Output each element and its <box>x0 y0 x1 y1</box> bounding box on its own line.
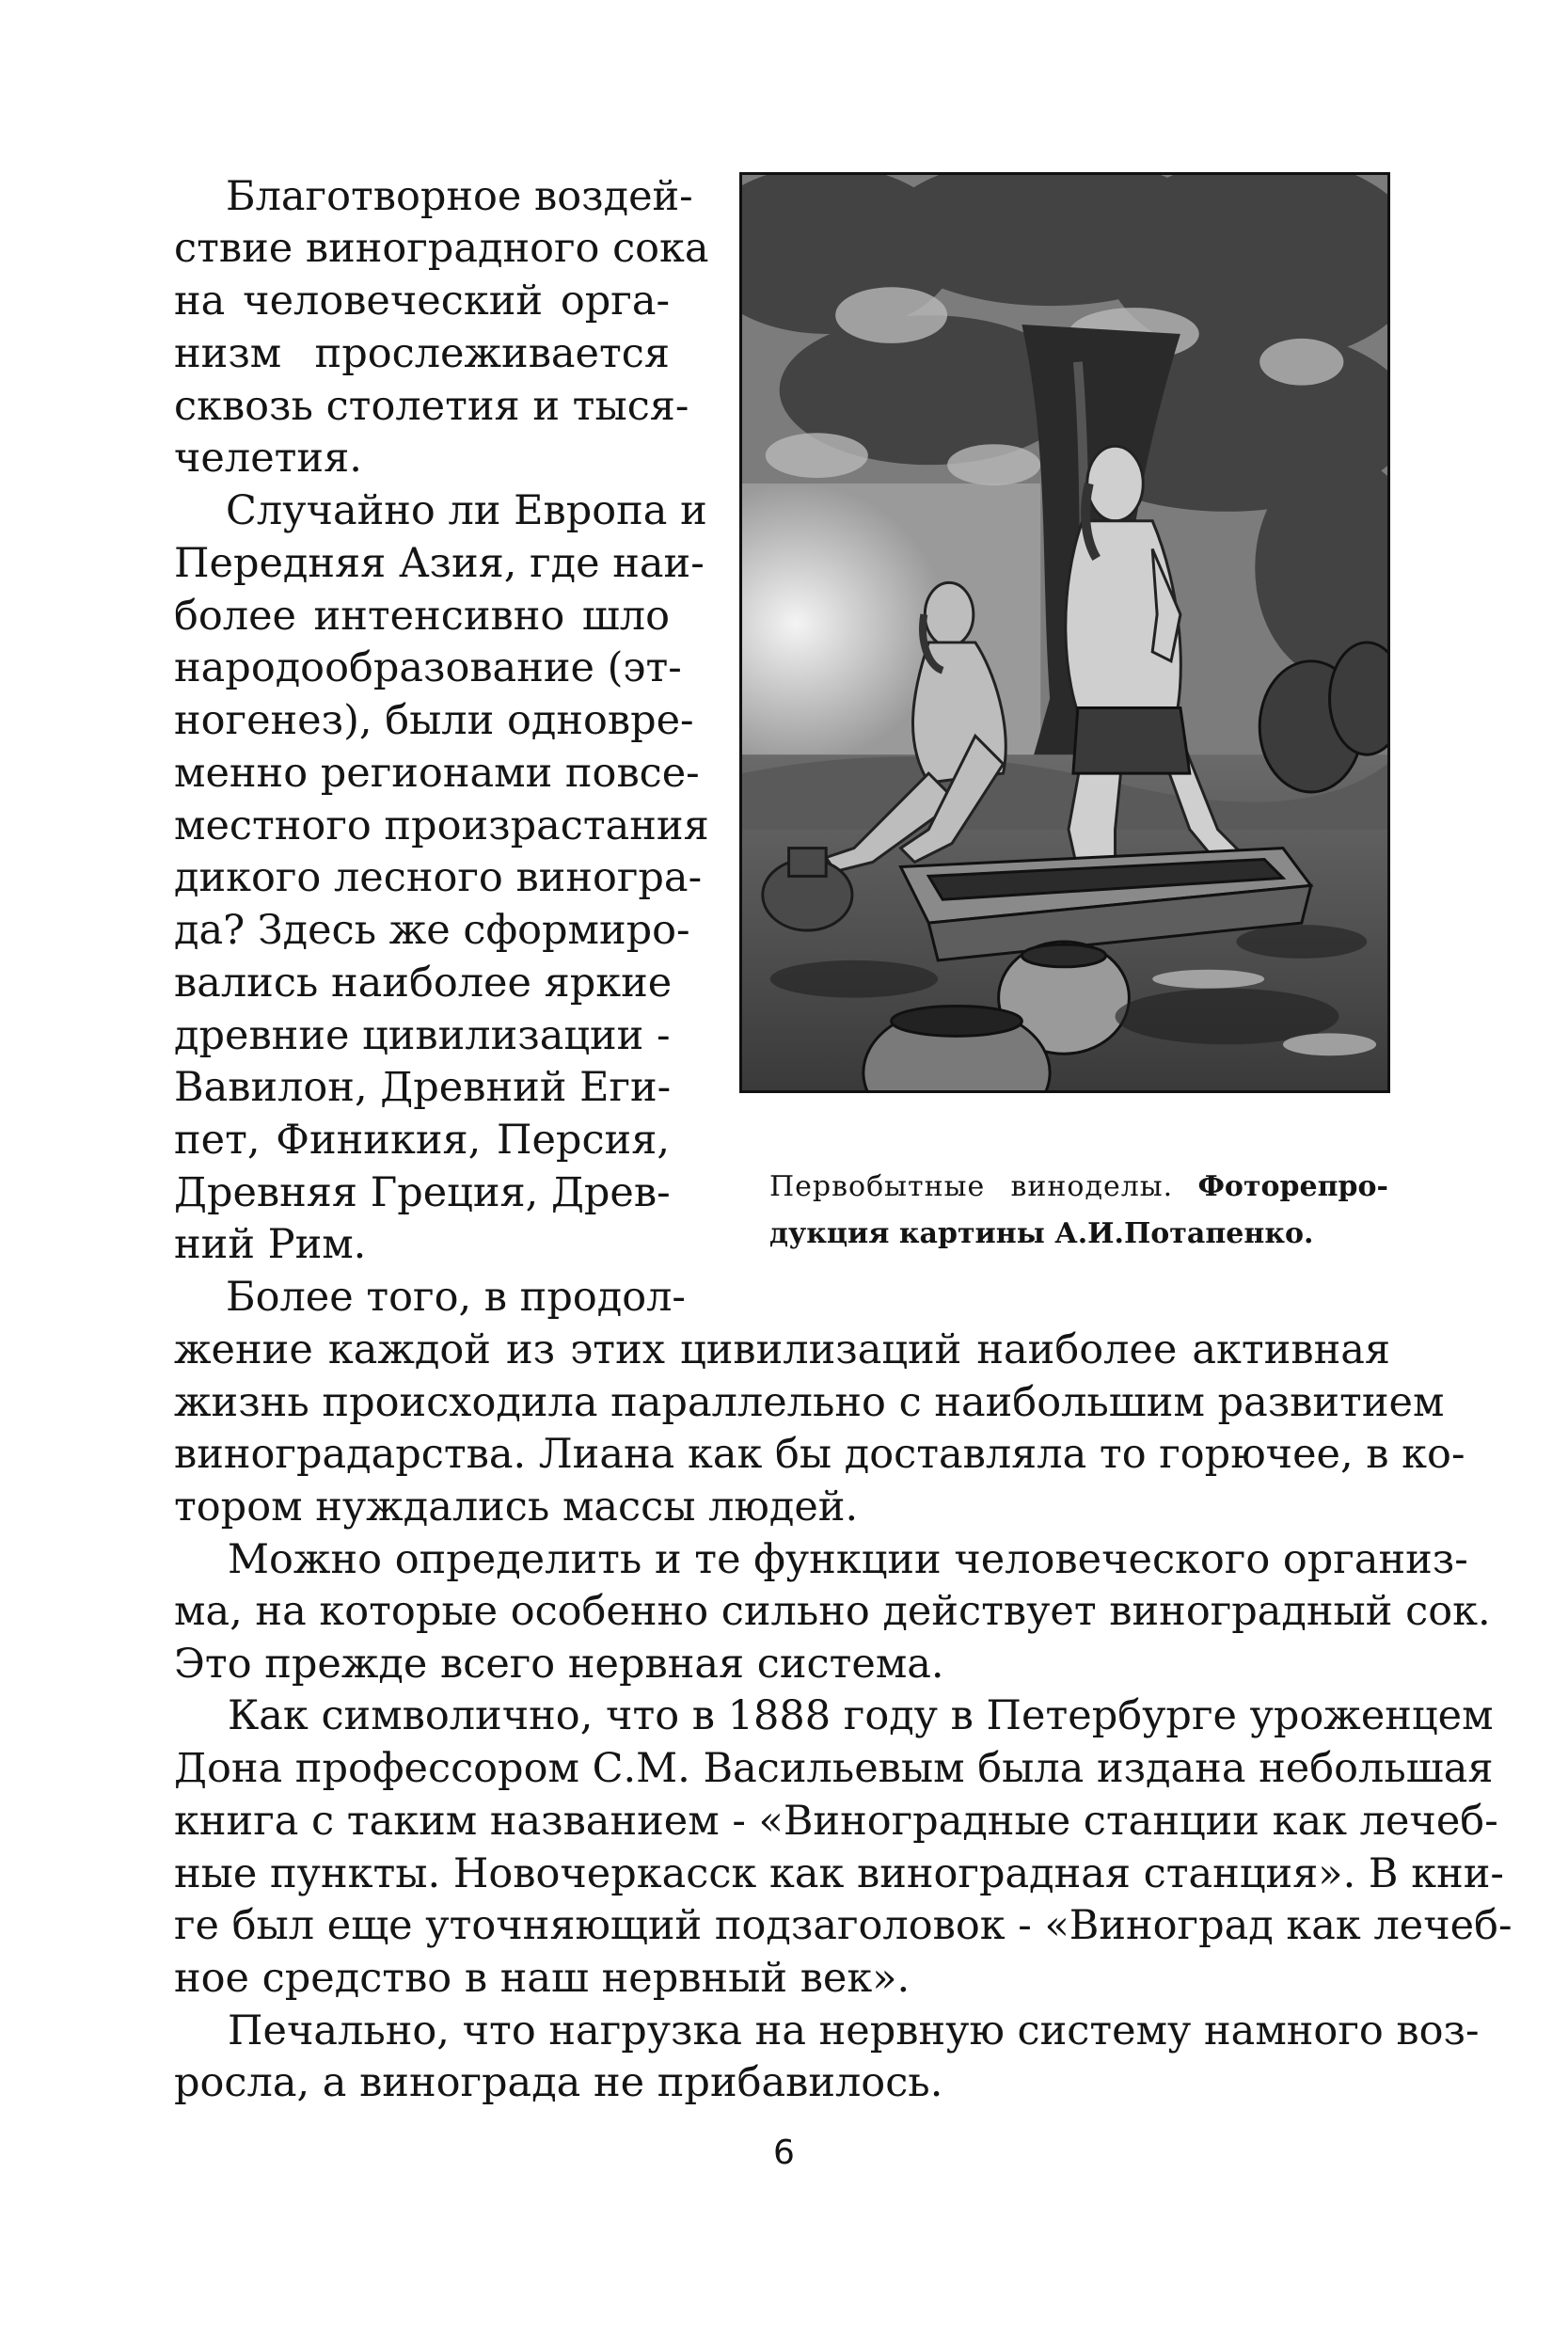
figure-caption-line <box>769 1170 1388 1203</box>
body-line: ные пункты. Новочеркасск как виноградная станция». В кни- <box>174 1850 1504 1897</box>
column-line: да? Здесь же сформиро- <box>174 907 690 954</box>
caption-title: Первобытные виноделы. <box>769 1170 1174 1203</box>
column-line: Древняя Греция, Древ- <box>174 1169 671 1216</box>
body-line: Как символично, что в 1888 году в Петербурге уроженцем <box>228 1692 1494 1739</box>
body-line: жизнь происходила параллельно с наибольшим развитием <box>174 1379 1445 1426</box>
column-line: местного произрастания <box>174 802 709 849</box>
body-line: ма, на которые особенно сильно действует виноградный сок. <box>174 1588 1491 1635</box>
column-line: более интенсивно шло <box>174 593 670 640</box>
body-line: ге был еще уточняющий подзаголовок - «Виноград как лечеб- <box>174 1902 1513 1949</box>
column-line: челетия. <box>174 435 362 482</box>
body-line: Можно определить и те функции человеческого организ- <box>228 1536 1468 1583</box>
body-line: Это прежде всего нервная система. <box>174 1641 944 1688</box>
column-line: народообразование (эт- <box>174 644 682 691</box>
body-line: ное средство в наш нервный век». <box>174 1955 911 2002</box>
body-line: Печально, что нагрузка на нервную систему намного воз- <box>228 2007 1480 2054</box>
body-line: Дона профессором С.М. Васильевым была издана небольшая <box>174 1745 1494 1792</box>
column-line: Вавилон, Древний Еги- <box>174 1064 672 1111</box>
column-line: древние цивилизации - <box>174 1012 671 1059</box>
body-line: росла, а винограда не прибавилось. <box>174 2059 943 2106</box>
body-line: тором нуждались массы людей. <box>174 1483 859 1531</box>
column-line: низм прослеживается <box>174 330 670 377</box>
painting-image <box>742 175 1387 1090</box>
column-line: ний Рим. <box>174 1221 367 1268</box>
column-line: Благотворное воздей- <box>226 173 693 220</box>
page-number: 6 <box>773 2134 795 2172</box>
figure-caption-line <box>769 1217 1388 1250</box>
column-line: ногенез), были одновре- <box>174 697 694 744</box>
body-line: виноградарства. Лиана как бы доставляла то горючее, в ко- <box>174 1431 1465 1478</box>
column-line: Случайно ли Европа и <box>226 487 707 534</box>
illustration-primitive-winemakers <box>739 172 1390 1093</box>
column-line: ствие виноградного сока <box>174 225 709 272</box>
column-line: пет, Финикия, Персия, <box>174 1117 670 1164</box>
body-line: жение каждой из этих цивилизаций наиболее активная <box>174 1326 1390 1373</box>
column-line: сквозь столетия и тыся- <box>174 383 689 430</box>
column-line: менно регионами повсе- <box>174 750 700 797</box>
caption-credit: дукция картины А.И.Потапенко. <box>769 1217 1314 1250</box>
column-line: Передняя Азия, где наи- <box>174 540 705 587</box>
column-line: на человеческий орга- <box>174 278 670 325</box>
caption-credit: Фоторепро- <box>1197 1170 1388 1203</box>
column-line: вались наиболее яркие <box>174 960 673 1007</box>
body-line: книга с таким названием - «Виноградные станции как лечеб- <box>174 1798 1498 1845</box>
column-line: дикого лесного виногра- <box>174 854 703 901</box>
column-line: Более того, в продол- <box>226 1274 686 1321</box>
